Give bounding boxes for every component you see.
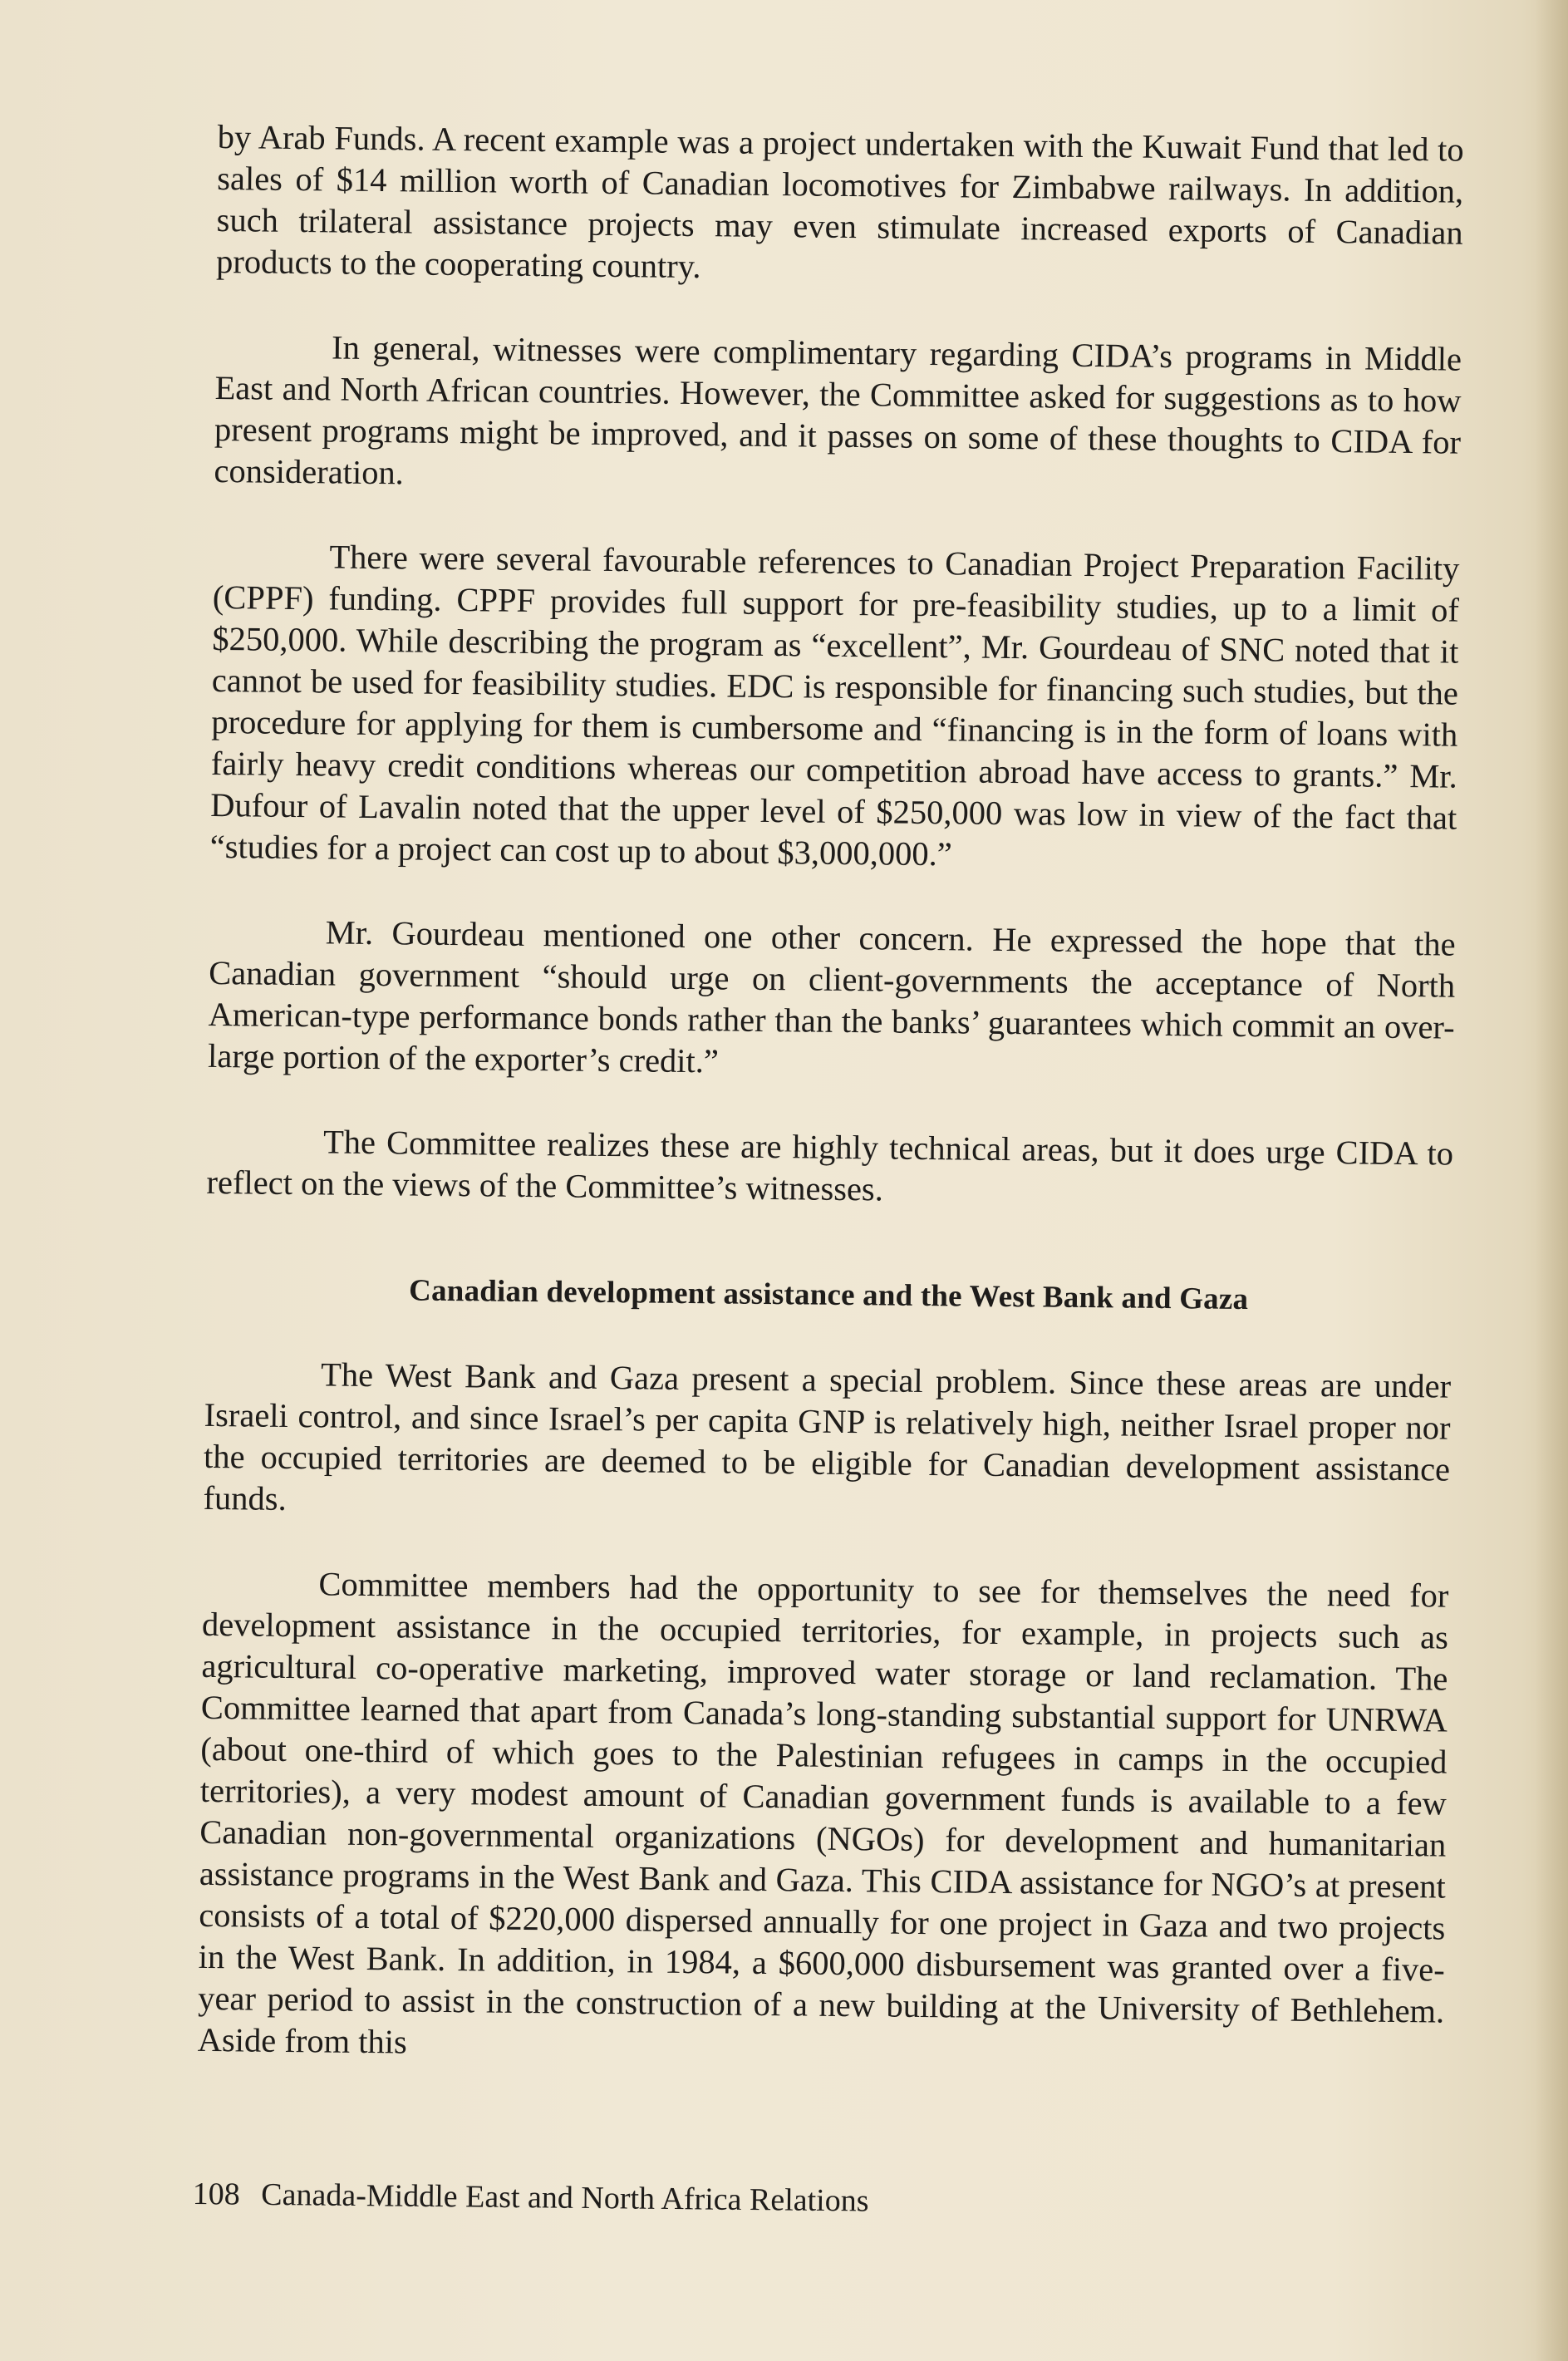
paragraph-gourdeau: Mr. Gourdeau mentioned one other concern. He expressed the hope that the Canadian government “should urge on client-governments the acceptance of North American-type performance bonds rather than the banks’ guarantees which commit an over-large portion of the exporter’s credit.” (207, 913, 1456, 1080)
paragraph-west-bank: The West Bank and Gaza present a special problem. Since these areas are under Israeli control, and since Israel’s per capita GNP is relatively high, neither Israel proper nor the occupied territories are deemed to be eligible for Canadian development assistance funds. (203, 1355, 1452, 1517)
section-heading: Canadian development assistance and the West Bank and Gaza (408, 1273, 1249, 1317)
paragraph-committee-realizes: The Committee realizes these are highly technical areas, but it does urge CIDA to reflect on the views of the Committee’s witnesses. (206, 1123, 1454, 1208)
page-number: 108 (192, 2177, 240, 2212)
page-footer (193, 2176, 869, 2220)
paragraph-cppf: There were several favourable references to Canadian Project Preparation Facility (CPPF) funding. CPPF provides full support for pre-feasibility studies, up to a limit of $250,000. While describing the program as “excellent”, Mr. Gourdeau of SNC noted that it cannot be used for feasibility studies. EDC is responsible for financing such studies, but the procedure for applying for them is cumbersome and “financing is in the form of loans with fairly heavy credit conditions whereas our competition abroad have access to grants.” Mr. Dufour of Lavalin noted that the upper level of $250,000 was low in view of the fact that “studies for a project can cost up to about $3,000,000.” (209, 538, 1460, 873)
running-title: Canada-Middle East and North Africa Relations (261, 2177, 869, 2219)
paragraph-committee-members: Committee members had the opportunity to see for themselves the need for development assistance in the occupied territories, for example, in projects such as agricultural co-operative marketing, improved water storage or land reclamation. The Committee learned that apart from Canada’s long-standing substantial support for UNRWA (about one-third of which goes to the Palestinian refugees in camps in the occupied territories), a very modest amount of Canadian government funds is available to a few Canadian non-governmental organizations (NGOs) for development and humanitarian assistance programs in the West Bank and Gaza. This CIDA assistance for NGO’s at present consists of a total of $220,000 dispersed annually for one project in Gaza and two projects in the West Bank. In addition, in 1984, a $600,000 disbursement was granted over a five-year period to assist in the construction of a new building at the University of Bethlehem. Aside from this (197, 1565, 1449, 2061)
paragraph-witnesses: In general, witnesses were complimentary regarding CIDA’s programs in Middle East and North African countries. However, the Committee asked for suggestions as to how present programs might be improved, and it passes on some of these thoughts to CIDA for consideration. (214, 328, 1462, 492)
page-edge-shadow (1535, 0, 1568, 2361)
body-text (197, 116, 1464, 2118)
paragraph-continuation: by Arab Funds. A recent example was a project undertaken with the Kuwait Fund that led to sales of $14 million worth of Canadian locomotives for Zimbabwe railways. In addition, such trilateral assistance projects may even stimulate increased exports of Canadian products to the cooperating country. (215, 117, 1464, 286)
